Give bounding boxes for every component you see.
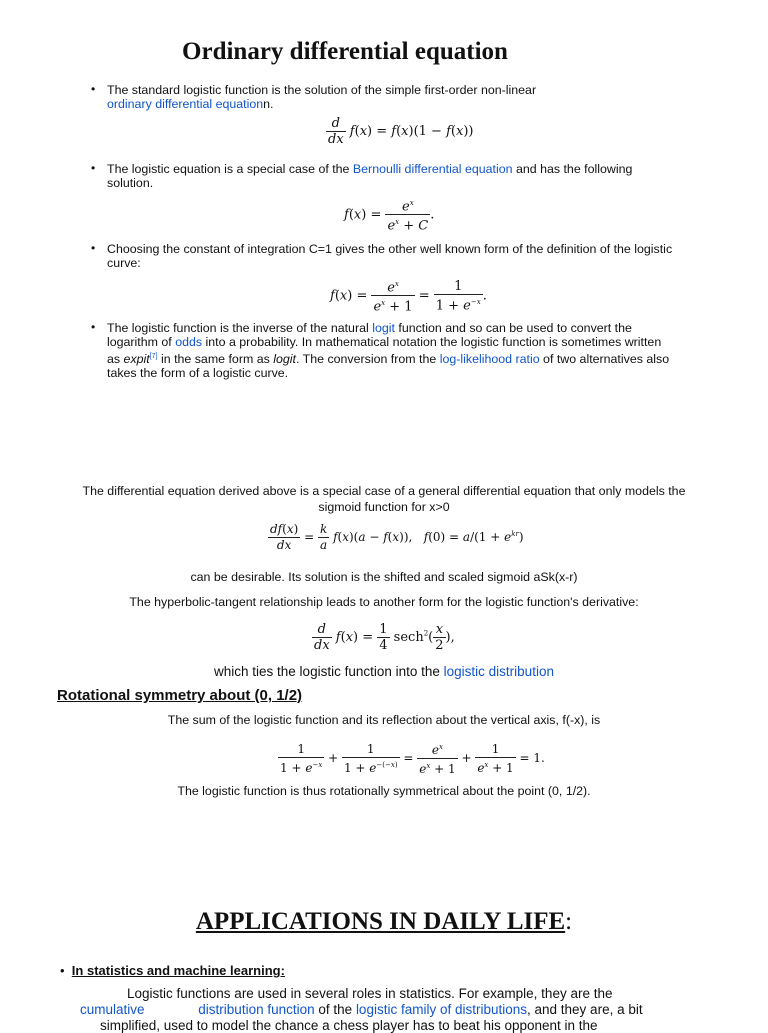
bullet-dot: • bbox=[91, 82, 96, 96]
rotational-line2: The logistic function is thus rotationally symmetrical about the point (0, 1/2). bbox=[177, 784, 591, 798]
subheading-statistics: In statistics and machine learning: bbox=[71, 963, 285, 978]
bullet-3 bbox=[91, 241, 707, 271]
bullet-dot: • bbox=[91, 241, 96, 255]
bullet-text: logarithm of bbox=[107, 334, 172, 349]
bernoulli-link[interactable]: Bernoulli differential equation bbox=[352, 162, 513, 176]
bullet-text: and has the following bbox=[515, 162, 633, 176]
applications-text: , and they are, a bit bbox=[527, 1002, 643, 1017]
bullet-1 bbox=[91, 82, 707, 112]
general-ode-line1: The differential equation derived above is a special case of a general differential equation that only models the bbox=[82, 484, 686, 498]
logit-term: logit bbox=[273, 351, 296, 366]
logit-link[interactable]: logit bbox=[372, 321, 395, 335]
general-text: which ties the logistic function into the bbox=[214, 664, 440, 679]
bullet-text: curve: bbox=[107, 255, 141, 270]
bullet-text: Choosing the constant of integration C=1 gives the other well known form of the definition of the logistic bbox=[107, 242, 673, 256]
equation-ode: $\frac{d}{dx}$ f(x) = f(x)(1 − f(x)) bbox=[328, 116, 474, 147]
bullet-text: The logistic function is the inverse of the natural bbox=[107, 321, 369, 335]
bullet-4 bbox=[91, 320, 707, 380]
equation-symmetry: $\frac{1}{1 + e^{-x}}$ + $\frac{1}{1 + e^{-(-x)}}$ = $\frac{e^x}{e^x + 1}$ + $\frac{1}{e^x + 1}$ = 1. bbox=[280, 741, 545, 776]
bullet-dot: • bbox=[91, 161, 96, 175]
bullet-text: as bbox=[107, 351, 121, 366]
page-title: Ordinary differential equation bbox=[182, 38, 508, 65]
bullet-text: The logistic equation is a special case of the bbox=[107, 162, 350, 176]
applications-heading-wrap bbox=[0, 908, 768, 936]
bullet-text: takes the form of a logistic curve. bbox=[107, 365, 289, 380]
general-ode-line3: can be desirable. Its solution is the shifted and scaled sigmoid aSk(x-r) bbox=[190, 570, 578, 584]
applications-sub1 bbox=[60, 963, 285, 978]
ode-link[interactable]: ordinary differential equation bbox=[107, 96, 264, 111]
applications-heading: APPLICATIONS IN DAILY LIFE bbox=[195, 908, 566, 935]
general-ode-line4: The hyperbolic-tangent relationship leads to another form for the logistic function's derivative: bbox=[129, 595, 639, 609]
cdf-link[interactable]: distribution function bbox=[198, 1002, 315, 1017]
bullet-text: of two alternatives also bbox=[543, 351, 670, 366]
expit-term: expit bbox=[123, 351, 150, 366]
bullet-text: . The conversion from the bbox=[295, 351, 437, 366]
general-ode-line2: sigmoid function for x>0 bbox=[318, 500, 450, 514]
bullet-2 bbox=[91, 161, 707, 191]
citation-link[interactable]: [7] bbox=[149, 352, 158, 360]
bullet-text: in the same form as bbox=[160, 351, 270, 366]
cumulative-link[interactable]: cumulative bbox=[80, 1002, 145, 1017]
bullet-text: The standard logistic function is the solution of the simple first-order non-linear bbox=[107, 83, 537, 97]
applications-para-line1: Logistic functions are used in several roles in statistics. For example, they are the bbox=[127, 986, 613, 1001]
equation-bernoulli-solution: f(x) = $\frac{e^x}{e^x + C}$ . bbox=[344, 196, 434, 234]
bullet-dot: • bbox=[60, 963, 65, 978]
equation-logistic-form: f(x) = $\frac{e^x}{e^x + 1}$ = $\frac{1}{1 + e^{-x}}$ . bbox=[330, 278, 487, 315]
logistic-distribution-link[interactable]: logistic distribution bbox=[443, 664, 554, 679]
rotational-line1: The sum of the logistic function and its reflection about the vertical axis, f(-x), is bbox=[167, 713, 601, 727]
applications-para-line2 bbox=[80, 1002, 768, 1017]
applications-colon: : bbox=[565, 908, 573, 935]
applications-text: of the bbox=[318, 1002, 353, 1017]
bullet-dot: • bbox=[91, 320, 96, 334]
bullet-text: function and so can be used to convert the bbox=[398, 321, 632, 335]
bullet-text: solution. bbox=[107, 175, 154, 190]
bullet-text: n. bbox=[263, 96, 274, 111]
equation-sech: $\frac{d}{dx}$ f(x) = $\frac{1}{4}$ sech$^2$( $\frac{x}{2}$ ), bbox=[314, 622, 455, 653]
applications-para-line3: simplified, used to model the chance a chess player has to beat his opponent in the bbox=[100, 1018, 598, 1033]
rotational-heading: Rotational symmetry about (0, 1/2) bbox=[57, 687, 303, 704]
odds-link[interactable]: odds bbox=[175, 334, 203, 349]
logistic-family-link[interactable]: logistic family of distributions bbox=[355, 1002, 528, 1017]
equation-general-sigmoid: $\frac{df(x)}{dx}$ = $\frac{k}{a}$ f(x)(a − f(x)), $f(0) = a/(1 + e^{kr})$ bbox=[270, 522, 524, 552]
log-likelihood-link[interactable]: log-likelihood ratio bbox=[439, 351, 540, 366]
bullet-text: into a probability. In mathematical notation the logistic function is sometimes written bbox=[205, 334, 662, 349]
general-ode-line5 bbox=[0, 664, 768, 679]
